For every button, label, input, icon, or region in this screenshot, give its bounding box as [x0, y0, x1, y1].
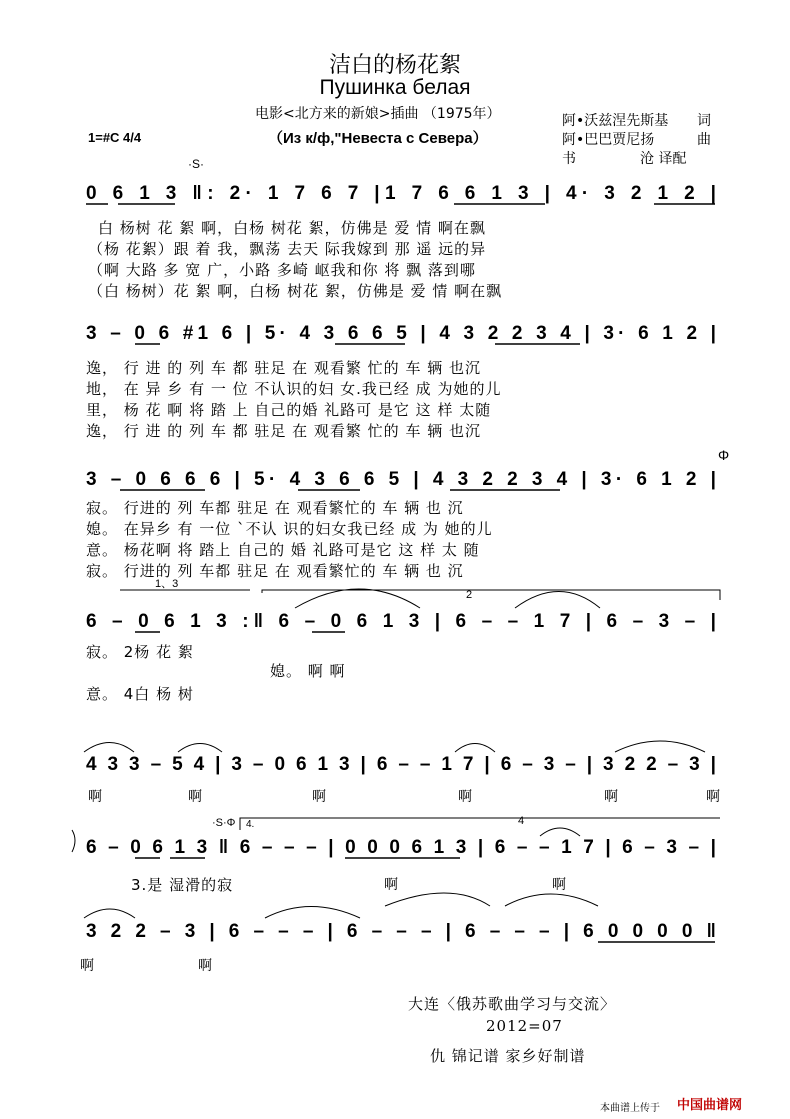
- volta-bracket-2: [262, 590, 720, 600]
- lyric-row3-verse3: 意。 杨花啊 将 踏上 自己的 婚 礼路可是它 这 样 太 随: [86, 541, 480, 559]
- footer-group-name: 大连〈俄苏歌曲学习与交流〉: [408, 995, 617, 1013]
- lyric-row5-ah: 啊: [188, 789, 202, 805]
- lyric-row4-verse4: 意。 4白 杨 树: [86, 685, 194, 703]
- lyric-row7-ah: 啊: [80, 958, 94, 974]
- slur: [295, 589, 420, 608]
- volta-label-4: 4.: [246, 819, 255, 830]
- lyric-row1-verse1: 白 杨树 花 絮 啊，白杨 树花 絮，仿佛是 爱 情 啊在飘: [98, 219, 486, 237]
- lyric-row5-ah: 啊: [312, 789, 326, 805]
- slur: [84, 743, 134, 753]
- score-row-6: 6 – 0 6 1 3 ‖ 6 – – – | 0 0 0 6 1 3 | 6 – – 1 7 | 6 – 3 – |: [86, 837, 716, 858]
- lyric-row5-ah: 啊: [88, 789, 102, 805]
- slur: [84, 909, 135, 918]
- slur: [515, 592, 600, 609]
- slur: [178, 744, 222, 753]
- volta-label-2: 2: [466, 589, 473, 601]
- footer-transcriber: 仇 锦记谱 家乡好制谱: [430, 1047, 586, 1065]
- key-signature: 1=#C 4/4: [88, 130, 142, 145]
- footer-date: 2012=07: [486, 1017, 563, 1035]
- slur: [615, 741, 705, 752]
- score-row-2: 3 – 0 6 #1 6 | 5· 4 3 6 6 5 | 4 3 2 2 3 4 | 3· 6 1 2 |: [86, 323, 717, 344]
- credit-lyricist-name: 阿•沃兹涅先斯基: [562, 113, 669, 129]
- lyric-row2-verse4: 逸， 行 进 的 列 车 都 驻足 在 观看繁 忙的 车 辆 也沉: [86, 422, 481, 440]
- coda-mark: Φ: [718, 447, 730, 463]
- lyric-row6-ah: 啊: [384, 877, 398, 893]
- site-logo[interactable]: 中国曲谱网: [677, 1098, 743, 1113]
- film-russian-subtitle: （Из к/ф,"Невеста с Севера）: [268, 130, 488, 147]
- song-title-chinese: 洁白的杨花絮: [328, 53, 461, 78]
- credit-translator-role: 沧 译配: [640, 151, 687, 167]
- lyric-row2-verse3: 里， 杨 花 啊 将 踏 上 自己的婚 礼路可 是它 这 样 太随: [86, 401, 492, 419]
- upload-caption: 本曲谱上传于: [600, 1103, 660, 1114]
- lyric-row1-verse4: （白 杨树）花 絮 啊，白杨 树花 絮，仿佛是 爱 情 啊在飘: [88, 282, 503, 300]
- lyric-row2-verse1: 逸， 行 进 的 列 车 都 驻足 在 观看繁 忙的 车 辆 也沉: [86, 359, 481, 377]
- score-row-5: 4 3 3 – 5 4 | 3 – 0 6 1 3 | 6 – – 1 7 | 6 – 3 – | 3 2 2 – 3 |: [86, 754, 717, 775]
- lyric-row2-verse2: 地， 在 异 乡 有 一 位 不认识的妇 女.我已经 成 为她的儿: [86, 380, 502, 398]
- slur: [540, 828, 580, 836]
- credit-composer-name: 阿•巴巴贾尼扬: [562, 132, 655, 148]
- lyric-row5-ah: 啊: [706, 789, 720, 805]
- lyric-row4-ending2: 媳。 啊 啊: [270, 662, 346, 680]
- lyric-row6-ah: 啊: [552, 877, 566, 893]
- lyric-row1-verse2: （杨 花絮）跟 着 我，飘荡 去天 际我嫁到 那 遥 远的异: [88, 240, 487, 258]
- segno-mark: ·S·: [188, 157, 204, 171]
- lyric-row6-verse3: 3.是 湿滑的寂: [131, 876, 234, 894]
- credit-composer-role: 曲: [697, 132, 711, 148]
- volta-label-1-3: 1、3: [155, 578, 179, 590]
- tie-end: [72, 830, 75, 852]
- volta-label-4b: 4: [518, 815, 525, 827]
- slur: [505, 894, 598, 906]
- lyric-row1-verse3: （啊 大路 多 宽 广，小路 多崎 岖我和你 将 飘 落到哪: [88, 261, 476, 279]
- score-row-3: 3 – 0 6 6 6 | 5· 4 3 6 6 5 | 4 3 2 2 3 4 | 3· 6 1 2 |: [86, 469, 717, 490]
- segno-coda-mark: ·S·Φ: [212, 817, 236, 829]
- score-row-7: 3 2 2 – 3 | 6 – – – | 6 – – – | 6 – – – | 6 0 0 0 0 ‖: [86, 921, 717, 942]
- lyric-row3-verse1: 寂。 行进的 列 车都 驻足 在 观看繁忙的 车 辆 也 沉: [86, 499, 464, 517]
- film-subtitle: 电影<北方来的新娘>插曲 （1975年）: [255, 106, 501, 122]
- lyric-row3-verse4: 寂。 行进的 列 车都 驻足 在 观看繁忙的 车 辆 也 沉: [86, 562, 464, 580]
- lyric-row5-ah: 啊: [604, 789, 618, 805]
- lyric-row4-verse2: 寂。 2杨 花 絮: [86, 643, 194, 661]
- lyric-row5-ah: 啊: [458, 789, 472, 805]
- volta-bracket-4: [240, 818, 720, 830]
- lyric-row7-ah: 啊: [198, 958, 212, 974]
- slur: [455, 744, 495, 753]
- credit-translator-name: 书: [562, 151, 576, 167]
- slur: [385, 893, 490, 906]
- score-row-1: 0 6 1 3 ‖: 2· 1 7 6 7 |1 7 6 6 1 3 | 4· 3 2 1 2 |: [86, 183, 716, 204]
- lyric-row3-verse2: 媳。 在异乡 有 一位 ˋ不认 识的妇女我已经 成 为 她的儿: [86, 520, 493, 538]
- slur: [265, 907, 360, 919]
- score-row-4: 6 – 0 6 1 3 :‖ 6 – 0 6 1 3 | 6 – – 1 7 | 6 – 3 – |: [86, 611, 717, 632]
- credit-lyricist-role: 词: [697, 113, 711, 129]
- song-title-russian: Пушинка белая: [319, 76, 471, 99]
